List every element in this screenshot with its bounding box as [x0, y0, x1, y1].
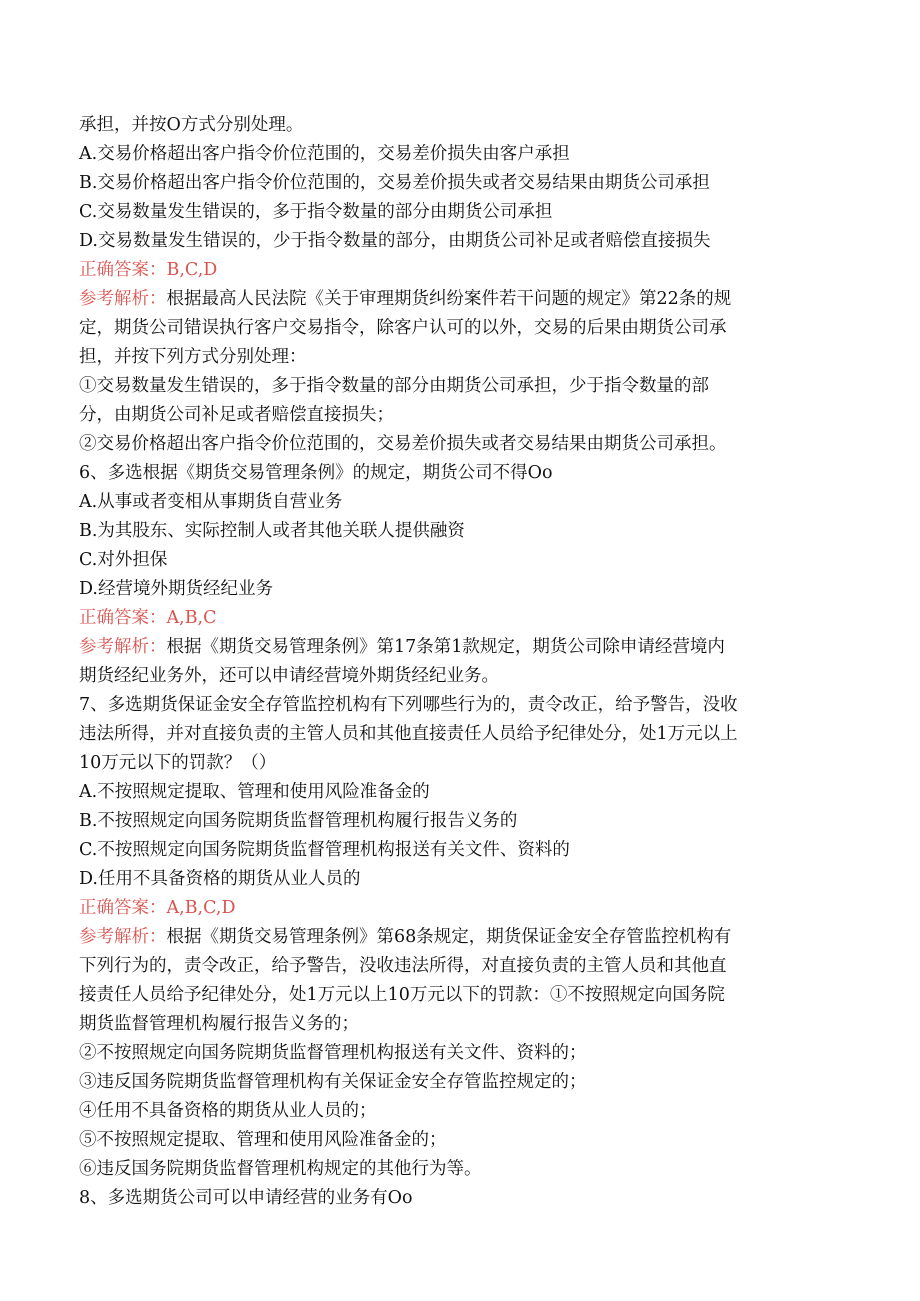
q5-analysis-line-3: 担，并按下列方式分别处理： — [79, 347, 307, 367]
q5-analysis-line-5: 分，由期货公司补足或者赔偿直接损失； — [79, 405, 394, 425]
q6-analysis-line-1: 参考解析：根据《期货交易管理条例》第17条第1款规定，期货公司除申请经营境内 — [79, 637, 725, 657]
q7-analysis-line-5: ②不按照规定向国务院期货监督管理机构报送有关文件、资料的； — [79, 1043, 587, 1063]
q7-question-line-2: 违法所得，并对直接负责的主管人员和其他直接责任人员给予纪律处分，处1万元以上 — [79, 724, 738, 744]
q5-analysis-line-1: 参考解析：根据最高人民法院《关于审理期货纠纷案件若干问题的规定》第22条的规 — [79, 289, 732, 309]
q5-option-a: A.交易价格超出客户指令价位范围的，交易差价损失由客户承担 — [79, 144, 570, 164]
q7-analysis-line-7: ④任用不具备资格的期货从业人员的； — [79, 1101, 377, 1121]
q7-option-b: B.不按照规定向国务院期货监督管理机构履行报告义务的 — [79, 811, 518, 831]
q7-analysis-line-4: 期货监督管理机构履行报告义务的； — [79, 1014, 359, 1034]
q6-analysis-line-2: 期货经纪业务外，还可以申请经营境外期货经纪业务。 — [79, 666, 499, 686]
q7-option-d: D.任用不具备资格的期货从业人员的 — [79, 869, 361, 889]
answer-label: 正确答案： — [79, 608, 167, 628]
q7-analysis-line-8: ⑤不按照规定提取、管理和使用风险准备金的； — [79, 1130, 447, 1150]
q7-question-line-1: 7、多选期货保证金安全存管监控机构有下列哪些行为的，责令改正，给予警告，没收 — [79, 695, 738, 715]
q5-answer — [79, 256, 849, 285]
q5-analysis-line-4: ①交易数量发生错误的，多于指令数量的部分由期货公司承担，少于指令数量的部 — [79, 376, 709, 396]
q6-option-a: A.从事或者变相从事期货自营业务 — [79, 492, 343, 512]
q8-question: 8、多选期货公司可以申请经营的业务有Oo — [79, 1188, 413, 1208]
q6-question: 6、多选根据《期货交易管理条例》的规定，期货公司不得Oo — [79, 463, 553, 483]
answer-value: B,C,D — [166, 260, 218, 280]
q7-question-line-3: 10万元以下的罚款？（） — [79, 753, 277, 773]
answer-label: 正确答案： — [79, 260, 167, 280]
analysis-label: 参考解析： — [79, 927, 167, 947]
q6-option-c: C.对外担保 — [79, 550, 168, 570]
q7-option-c: C.不按照规定向国务院期货监督管理机构报送有关文件、资料的 — [79, 840, 570, 860]
q5-option-b: B.交易价格超出客户指令价位范围的，交易差价损失或者交易结果由期货公司承担 — [79, 173, 710, 193]
q5-analysis-line-2: 定，期货公司错误执行客户交易指令，除客户认可的以外，交易的后果由期货公司承 — [79, 318, 727, 338]
q7-option-a: A.不按照规定提取、管理和使用风险准备金的 — [79, 782, 430, 802]
q5-analysis-line-6: ②交易价格超出客户指令价位范围的，交易差价损失或者交易结果由期货公司承担。 — [79, 434, 727, 454]
q7-analysis-line-3: 接责任人员给予纪律处分，处1万元以上10万元以下的罚款：①不按照规定向国务院 — [79, 985, 725, 1005]
answer-label: 正确答案： — [79, 898, 167, 918]
document-page — [79, 111, 849, 1213]
answer-value: A,B,C,D — [166, 898, 236, 918]
q7-analysis-line-2: 下列行为的，责令改正，给予警告，没收违法所得，对直接负责的主管人员和其他直 — [79, 956, 727, 976]
q5-intro-tail: 承担，并按O方式分别处理。 — [79, 115, 304, 135]
analysis-label: 参考解析： — [79, 637, 167, 657]
q7-analysis-line-9: ⑥违反国务院期货监督管理机构规定的其他行为等。 — [79, 1159, 482, 1179]
answer-value: A,B,C — [166, 608, 217, 628]
q6-option-b: B.为其股东、实际控制人或者其他关联人提供融资 — [79, 521, 465, 541]
q5-option-d: D.交易数量发生错误的，少于指令数量的部分，由期货公司补足或者赔偿直接损失 — [79, 231, 711, 251]
q6-option-d: D.经营境外期货经纪业务 — [79, 579, 273, 599]
q5-option-c: C.交易数量发生错误的，多于指令数量的部分由期货公司承担 — [79, 202, 553, 222]
q6-answer — [79, 604, 849, 633]
analysis-label: 参考解析： — [79, 289, 167, 309]
q7-analysis-line-1: 参考解析：根据《期货交易管理条例》第68条规定，期货保证金安全存管监控机构有 — [79, 927, 732, 947]
q7-analysis-line-6: ③违反国务院期货监督管理机构有关保证金安全存管监控规定的； — [79, 1072, 587, 1092]
q7-answer — [79, 894, 849, 923]
